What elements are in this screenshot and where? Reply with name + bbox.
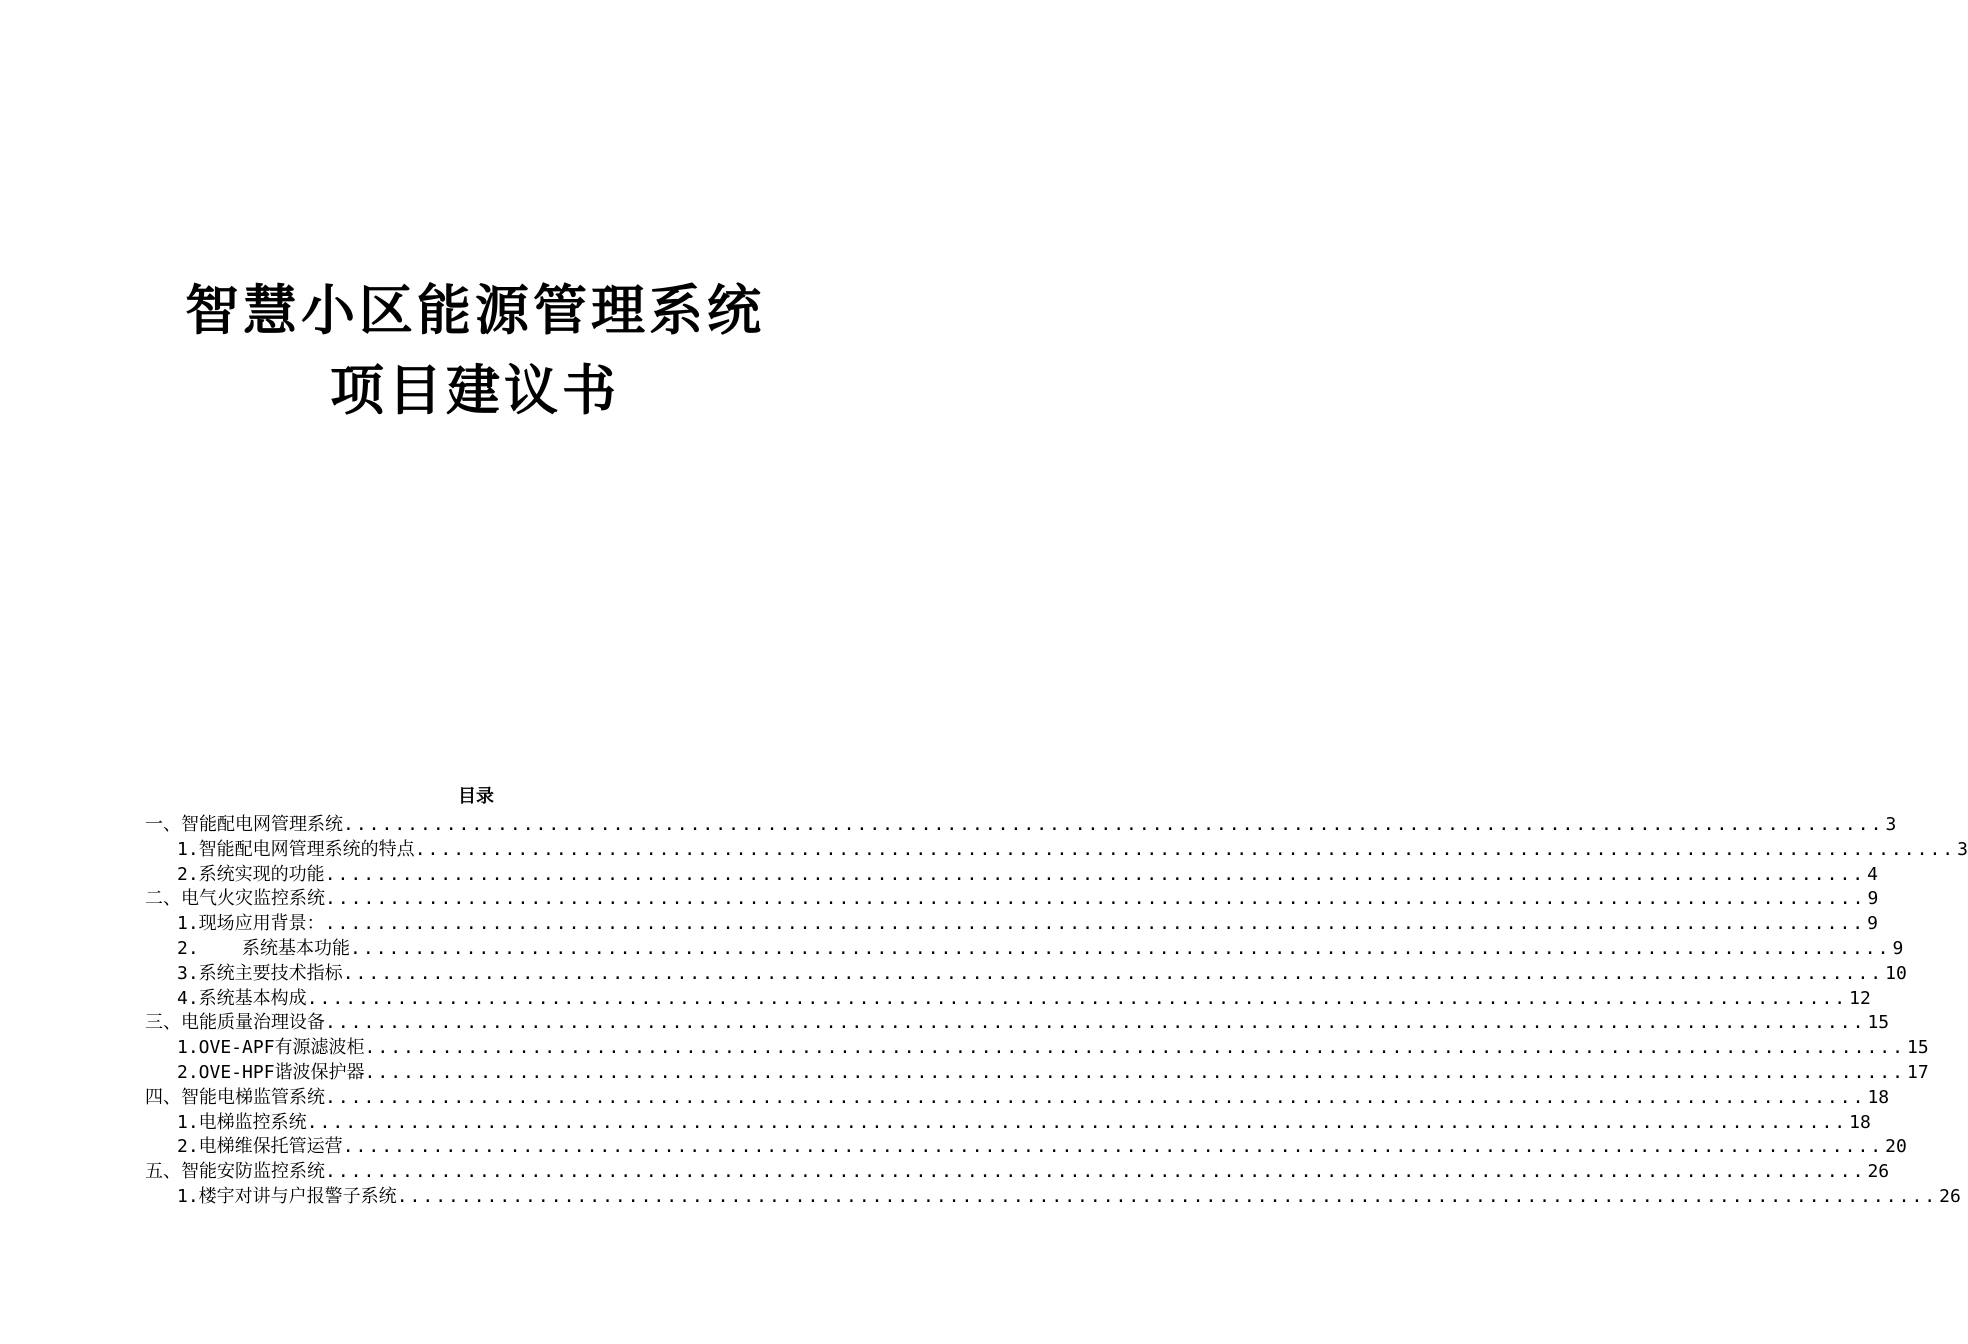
toc-entry-page: 20 <box>1885 1136 1907 1158</box>
toc-entry-page: 18 <box>1849 1111 1871 1133</box>
toc-entry-page: 17 <box>1906 1061 1929 1083</box>
table-of-contents <box>145 784 1968 1210</box>
toc-dot-leader: ........................................................................................................................ <box>325 1161 1866 1183</box>
toc-entry[interactable] <box>145 863 1878 888</box>
toc-entry-label: 3.系统主要技术指标 <box>177 962 343 984</box>
toc-entry-label: 1.智能配电网管理系统的特点 <box>177 838 415 860</box>
toc-entry[interactable] <box>145 962 1907 987</box>
toc-entry[interactable] <box>145 1111 1871 1136</box>
toc-entry[interactable] <box>145 838 1968 863</box>
toc-entry[interactable] <box>145 1185 1961 1210</box>
toc-dot-leader: ........................................................................................................................ <box>414 838 1956 860</box>
toc-entry[interactable] <box>145 1135 1907 1160</box>
toc-dot-leader: ........................................................................................................................ <box>342 962 1884 984</box>
toc-entry-label: 1.OVE-APF有源滤波柜 <box>177 1037 365 1059</box>
toc-dot-leader: ........................................................................................................................ <box>342 1136 1884 1158</box>
toc-entry-page: 9 <box>1867 888 1879 910</box>
toc-entry-label: 二、电气火灾监控系统 <box>145 888 325 910</box>
toc-entry[interactable] <box>145 987 1871 1012</box>
toc-dot-leader: ........................................................................................................................ <box>364 1061 1905 1083</box>
toc-entry[interactable] <box>145 887 1879 912</box>
toc-entry-page: 12 <box>1849 987 1871 1009</box>
toc-entry-label: 1.电梯监控系统 <box>177 1111 307 1133</box>
toc-entry-label: 1.楼宇对讲与户报警子系统 <box>177 1185 397 1207</box>
toc-dot-leader: ........................................................................................................................ <box>306 1111 1848 1133</box>
toc-dot-leader: ........................................................................................................................ <box>324 913 1866 935</box>
toc-entry-page: 26 <box>1867 1161 1890 1183</box>
toc-entry[interactable] <box>145 813 1897 838</box>
toc-entry-label: 一、智能配电网管理系统 <box>145 814 343 835</box>
toc-entry-page: 10 <box>1885 962 1907 984</box>
toc-entry-label: 4.系统基本构成 <box>177 987 307 1009</box>
toc-entry-page: 9 <box>1867 913 1878 935</box>
toc-dot-leader: ........................................................................................................................ <box>324 863 1866 885</box>
toc-entry-label: 四、智能电梯监管系统 <box>145 1086 325 1108</box>
toc-entry-page: 18 <box>1867 1086 1890 1108</box>
toc-entry-label: 三、电能质量治理设备 <box>145 1012 325 1034</box>
toc-entry[interactable] <box>145 1086 1890 1111</box>
toc-entry-label: 2.OVE-HPF谐波保护器 <box>177 1061 365 1083</box>
toc-dot-leader: ........................................................................................................................ <box>343 814 1884 835</box>
toc-entry-label: 2.系统实现的功能 <box>177 863 325 885</box>
toc-dot-leader: ........................................................................................................................ <box>325 888 1866 910</box>
title-line-1: 智慧小区能源管理系统 <box>185 278 765 342</box>
toc-entry[interactable] <box>145 1011 1890 1036</box>
toc-entry-page: 15 <box>1906 1037 1929 1059</box>
toc-entry[interactable] <box>145 1036 1929 1061</box>
toc-dot-leader: ........................................................................................................................ <box>306 987 1848 1009</box>
toc-entry[interactable] <box>145 937 1904 962</box>
toc-entry[interactable] <box>145 1160 1890 1185</box>
document-title <box>0 270 950 430</box>
toc-entry-page: 4 <box>1867 863 1878 885</box>
toc-dot-leader: ........................................................................................................................ <box>325 1012 1866 1034</box>
toc-entry-label: 1.现场应用背景： <box>177 913 325 935</box>
toc-entry-label: 五、智能安防监控系统 <box>145 1161 325 1183</box>
toc-entry-label: 2.电梯维保托管运营 <box>177 1136 343 1158</box>
toc-heading: 目录 <box>458 786 494 807</box>
toc-dot-leader: ........................................................................................................................ <box>364 1037 1905 1059</box>
toc-entry[interactable] <box>145 912 1878 937</box>
toc-entry[interactable] <box>145 1061 1929 1086</box>
toc-entry-page: 9 <box>1892 937 1904 959</box>
toc-dot-leader: ........................................................................................................................ <box>325 1086 1866 1108</box>
toc-entry-label: 2. 系统基本功能 <box>177 937 351 959</box>
toc-entry-page: 3 <box>1957 838 1968 860</box>
toc-entry-page: 15 <box>1867 1012 1890 1034</box>
toc-entry-page: 26 <box>1939 1185 1961 1207</box>
toc-list <box>145 813 1968 1210</box>
toc-dot-leader: ........................................................................................................................ <box>396 1185 1938 1207</box>
toc-entry-page: 3 <box>1885 814 1897 835</box>
title-line-2: 项目建议书 <box>330 358 620 422</box>
toc-dot-leader: ........................................................................................................................ <box>350 937 1891 959</box>
